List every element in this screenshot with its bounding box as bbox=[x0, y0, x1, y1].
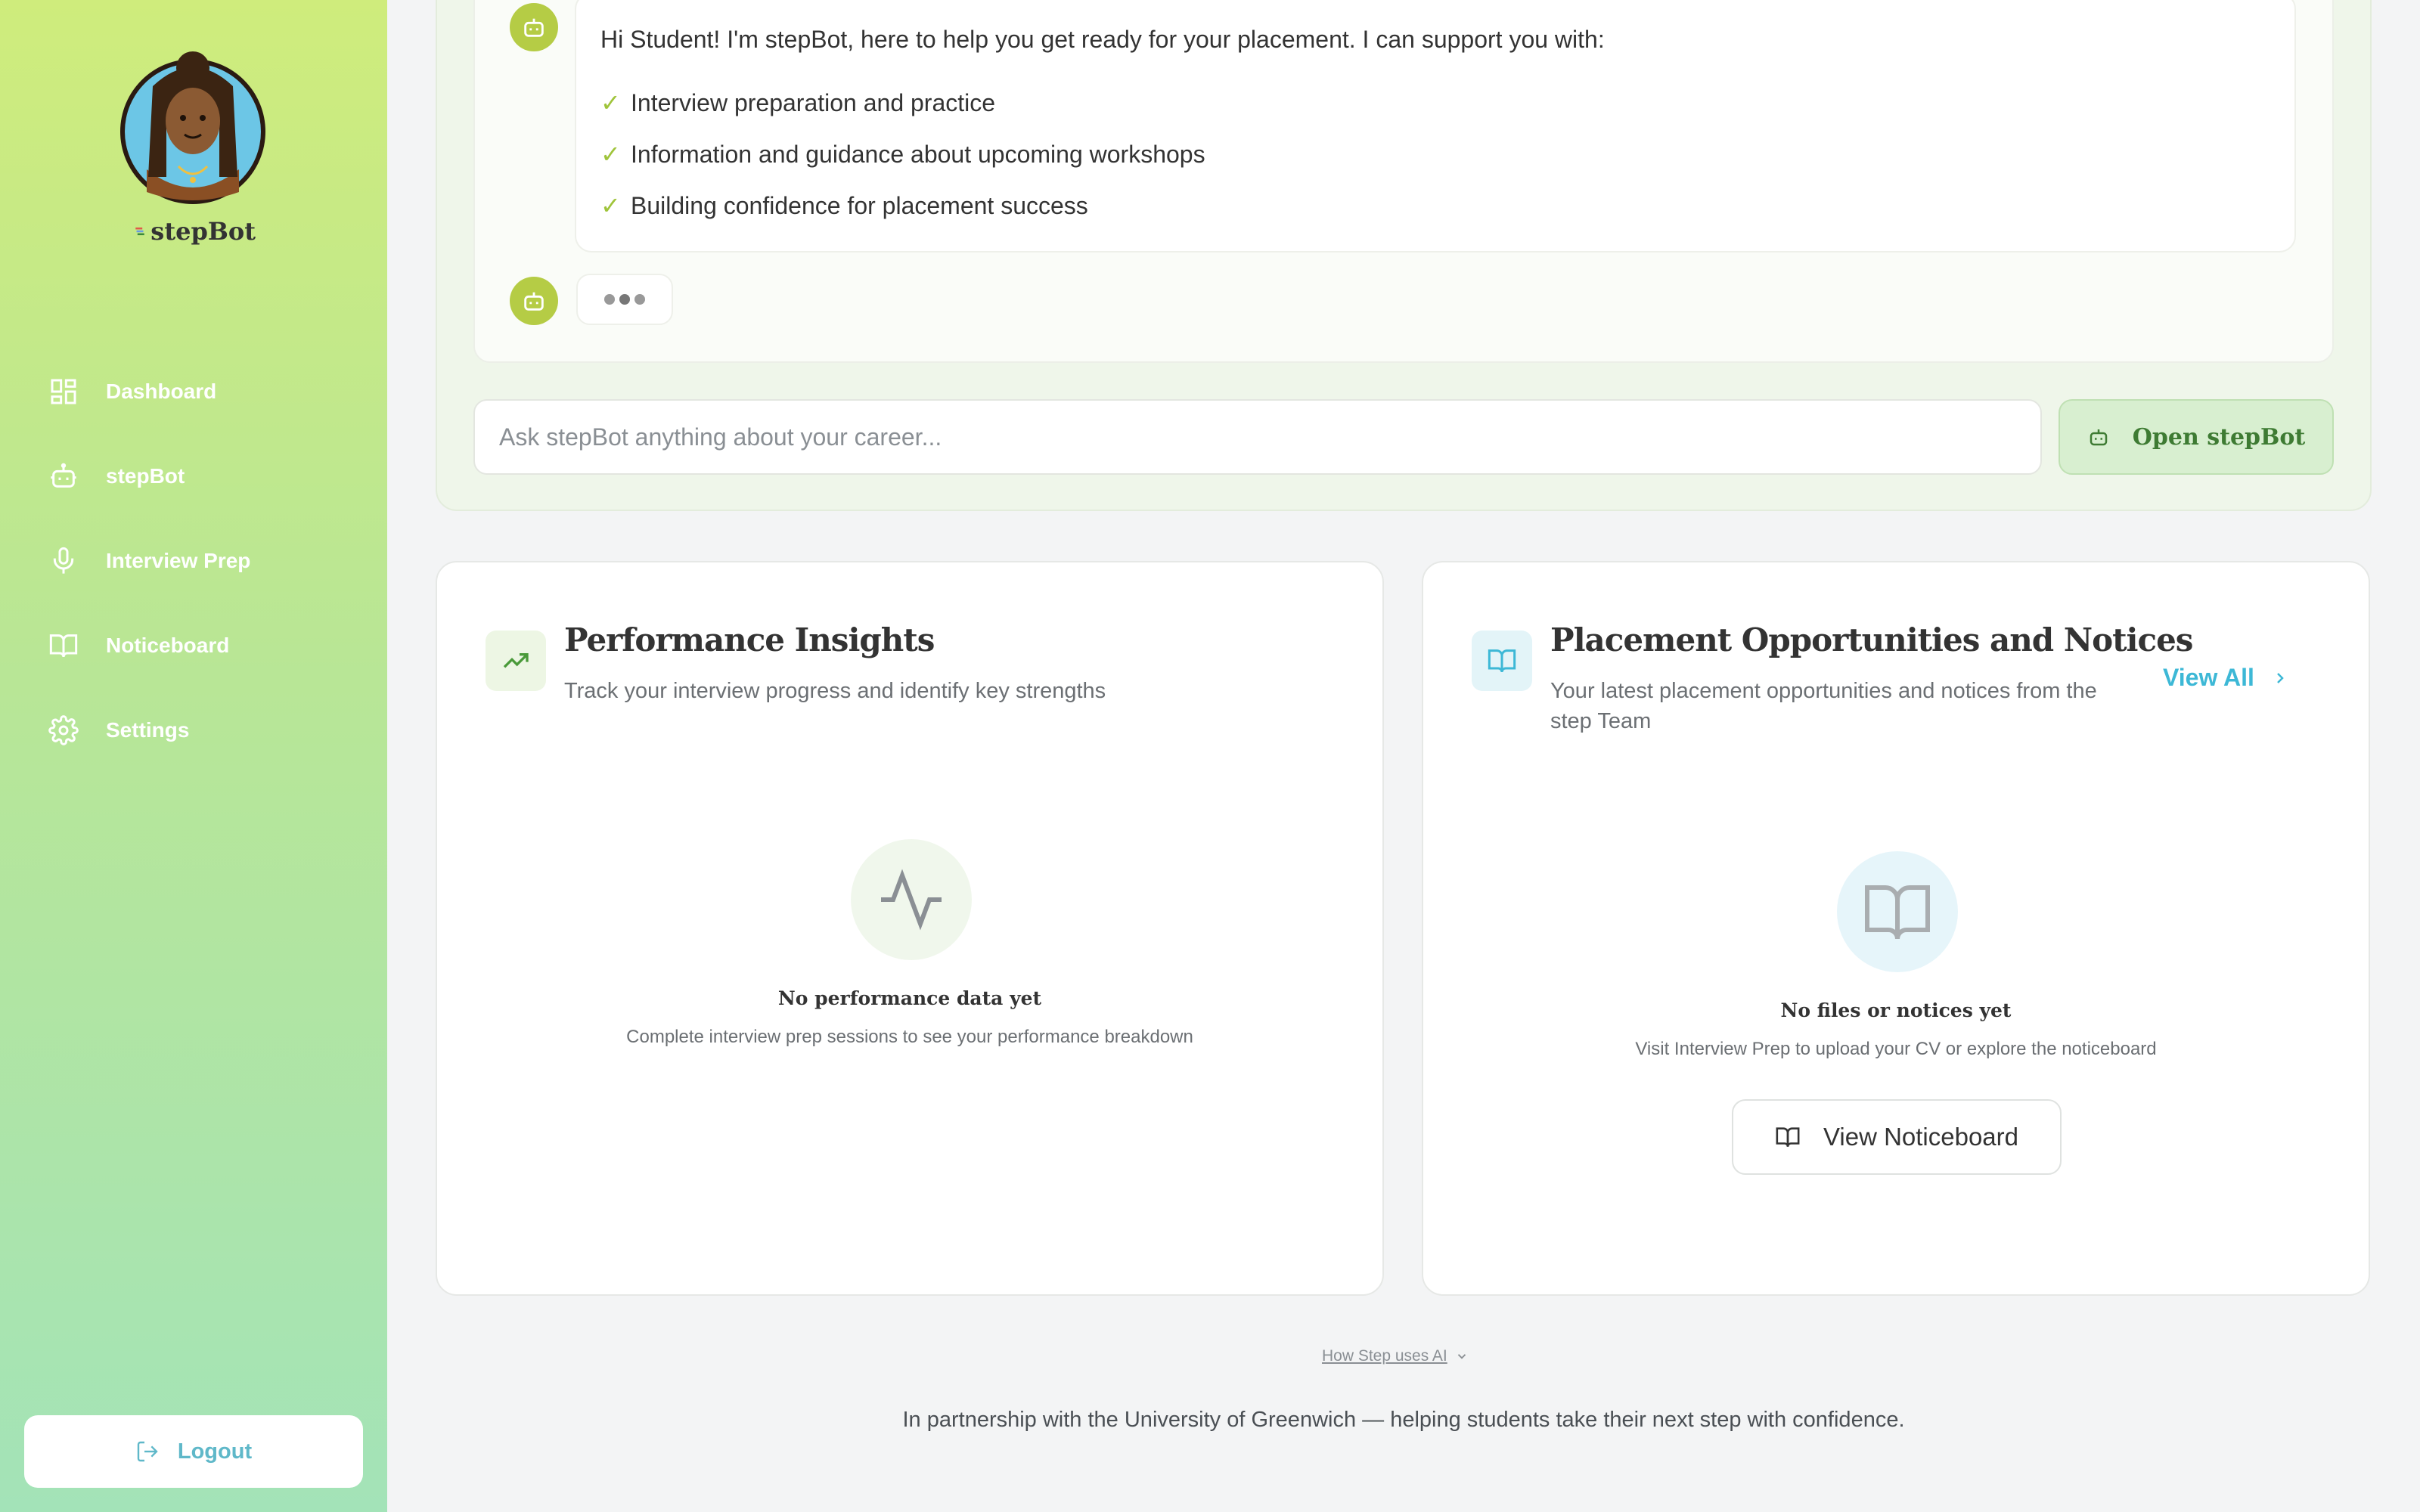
avatar bbox=[116, 33, 269, 209]
book-open-icon bbox=[48, 631, 79, 661]
card-subtitle: Track your interview progress and identify key strengths bbox=[564, 679, 1106, 703]
how-step-uses-ai-link[interactable] bbox=[1322, 1347, 1469, 1365]
bot-avatar bbox=[510, 277, 558, 325]
empty-state-subtitle: Complete interview prep sessions to see your performance breakdown bbox=[626, 1027, 1193, 1047]
robot-icon bbox=[521, 288, 547, 314]
book-open-icon bbox=[1775, 1124, 1801, 1150]
check-icon: ✓ bbox=[600, 141, 621, 168]
bot-message-list bbox=[600, 77, 1205, 231]
book-open-icon bbox=[1472, 631, 1532, 691]
sidebar-item-settings[interactable] bbox=[0, 688, 387, 773]
gear-icon bbox=[48, 715, 79, 745]
view-noticeboard-label: View Noticeboard bbox=[1823, 1123, 2019, 1151]
empty-state-title: No files or notices yet bbox=[1780, 999, 2012, 1021]
view-noticeboard-button[interactable] bbox=[1732, 1099, 2062, 1175]
book-open-icon bbox=[1837, 851, 1958, 972]
view-all-label: View All bbox=[2163, 664, 2254, 691]
view-all-link[interactable] bbox=[2163, 664, 2289, 692]
sidebar bbox=[0, 0, 387, 1512]
sidebar-item-label: Settings bbox=[106, 718, 190, 742]
list-item: ✓ Interview preparation and practice bbox=[600, 88, 996, 116]
typing-indicator bbox=[576, 274, 673, 325]
card-title: Placement Opportunities and Notices bbox=[1550, 621, 2193, 658]
robot-icon bbox=[48, 461, 79, 491]
robot-icon bbox=[521, 14, 547, 40]
dashboard-icon bbox=[48, 376, 79, 407]
how-ai-label: How Step uses AI bbox=[1322, 1347, 1447, 1365]
ask-stepbot-input[interactable] bbox=[473, 399, 2042, 475]
bot-message-bubble bbox=[575, 0, 2296, 253]
check-icon: ✓ bbox=[600, 89, 621, 116]
open-stepbot-button[interactable] bbox=[2059, 399, 2334, 475]
activity-icon bbox=[851, 839, 972, 960]
sidebar-item-dashboard[interactable] bbox=[0, 349, 387, 434]
card-title: Performance Insights bbox=[564, 621, 935, 658]
empty-state-title: No performance data yet bbox=[777, 987, 1042, 1009]
card-subtitle: Your latest placement opportunities and notices from the step Team bbox=[1550, 679, 2097, 733]
check-icon: ✓ bbox=[600, 192, 621, 219]
logout-label: Logout bbox=[177, 1439, 253, 1464]
list-item: ✓ Information and guidance about upcoming workshops bbox=[600, 140, 1205, 168]
placement-notices-card bbox=[1422, 561, 2370, 1296]
trending-up-icon bbox=[486, 631, 546, 691]
open-stepbot-label: Open stepBot bbox=[2132, 423, 2306, 451]
chevron-right-icon bbox=[2271, 669, 2289, 687]
chevron-down-icon bbox=[1455, 1349, 1469, 1363]
empty-state-subtitle: Visit Interview Prep to upload your CV or explore the noticeboard bbox=[1635, 1039, 2157, 1059]
robot-icon bbox=[2087, 426, 2110, 448]
bot-message-intro: Hi Student! I'm stepBot, here to help you get ready for your placement. I can support you with: bbox=[600, 26, 1605, 53]
footer-partnership-text: In partnership with the University of Greenwich — helping students take their next step with confidence. bbox=[902, 1408, 1905, 1432]
sidebar-item-label: Dashboard bbox=[106, 380, 217, 403]
sidebar-item-label: Interview Prep bbox=[106, 549, 251, 572]
brand-mark-icon bbox=[135, 222, 146, 240]
brand-logo bbox=[135, 216, 256, 246]
sidebar-item-noticeboard[interactable] bbox=[0, 603, 387, 688]
bot-avatar bbox=[510, 3, 558, 51]
brand-name: stepBot bbox=[150, 217, 256, 246]
sidebar-item-label: stepBot bbox=[106, 464, 185, 488]
performance-insights-card bbox=[436, 561, 1384, 1296]
sidebar-item-interview-prep[interactable] bbox=[0, 519, 387, 603]
sidebar-item-stepbot[interactable] bbox=[0, 434, 387, 519]
list-item: ✓ Building confidence for placement success bbox=[600, 191, 1088, 219]
logout-button[interactable] bbox=[24, 1415, 363, 1488]
logout-icon bbox=[135, 1439, 160, 1464]
microphone-icon bbox=[48, 546, 79, 576]
sidebar-item-label: Noticeboard bbox=[106, 634, 230, 657]
sidebar-nav bbox=[0, 349, 387, 773]
